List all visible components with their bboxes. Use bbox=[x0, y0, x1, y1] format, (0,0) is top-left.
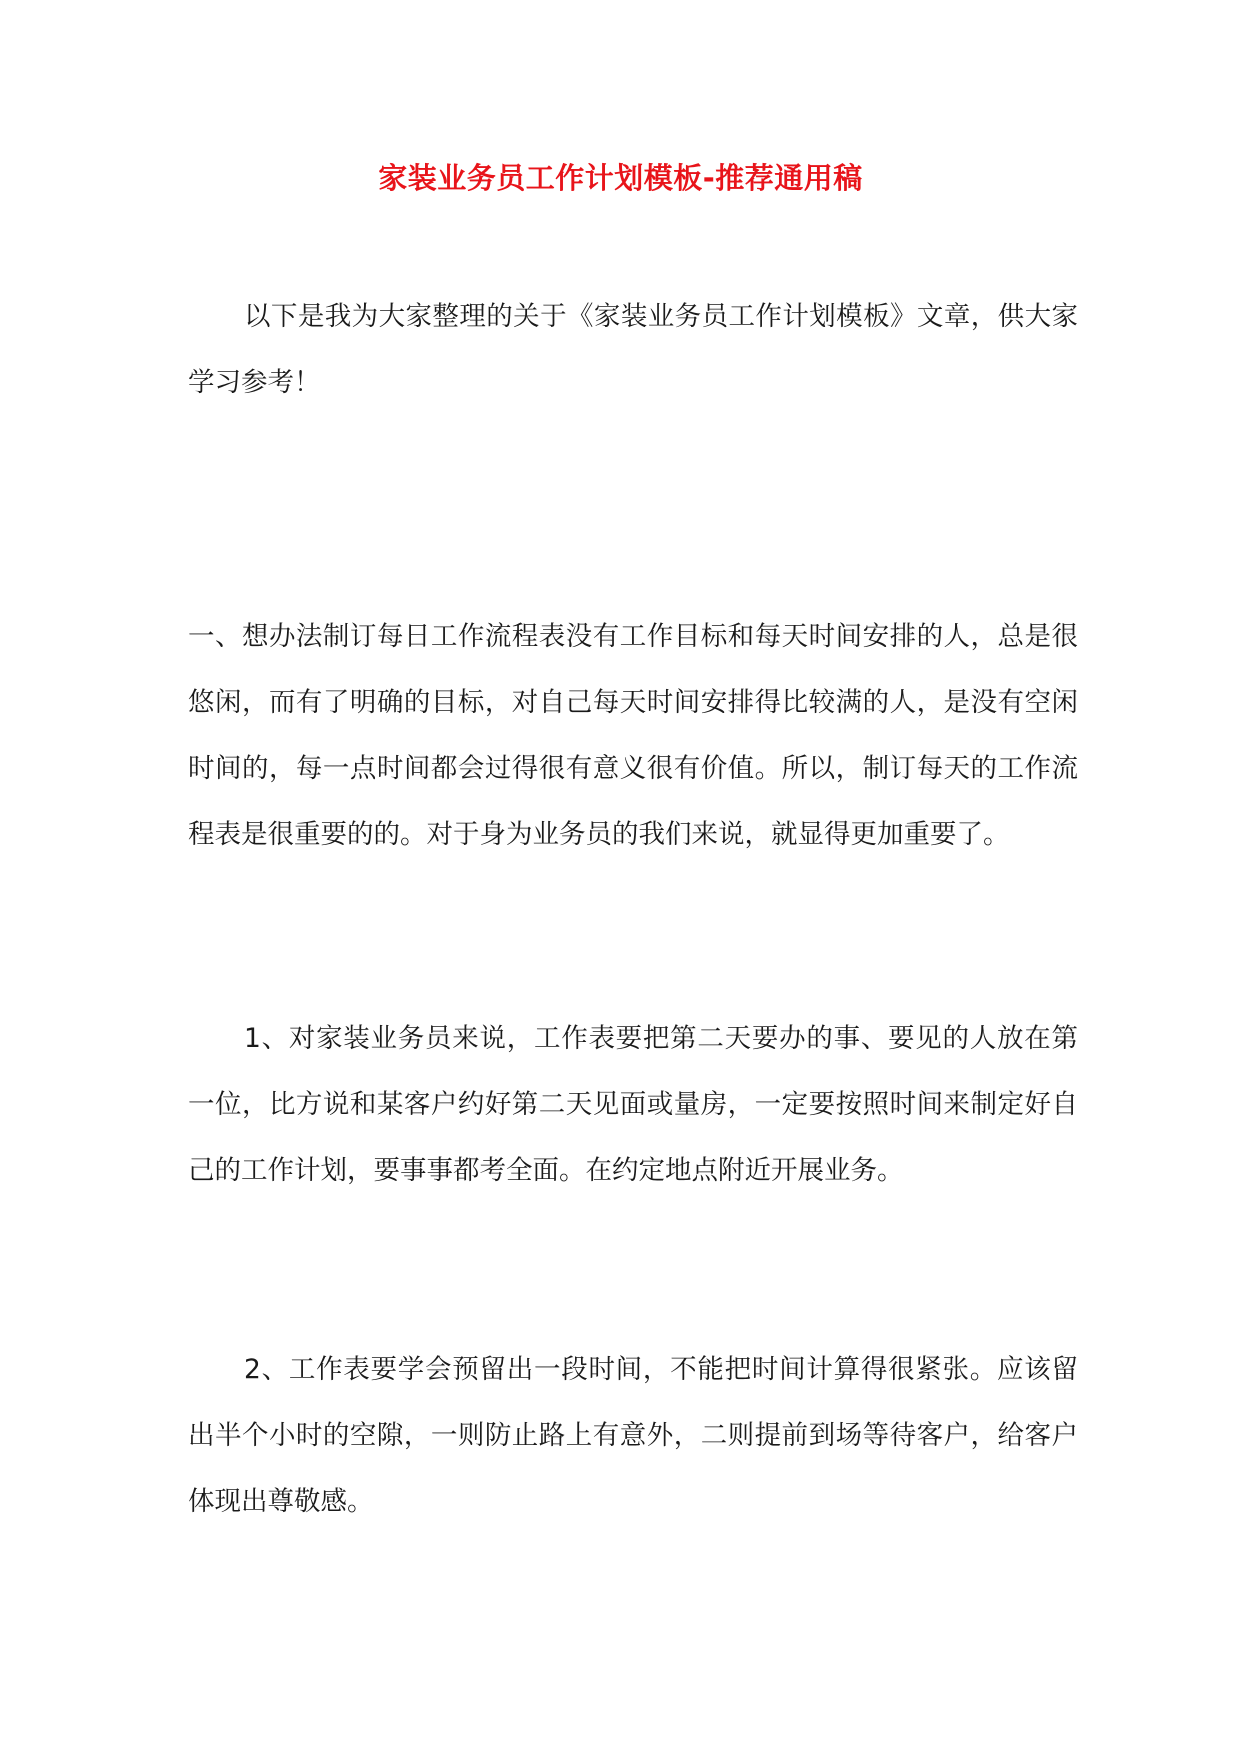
section-one-paragraph: 一、想办法制订每日工作流程表没有工作目标和每天时间安排的人，总是很悠闲，而有了明确的目标，对自己每天时间安排得比较满的人，是没有空闲时间的，每一点时间都会过得很有意义很有价值。所以，制订每天的工作流程表是很重要的的。对于身为业务员的我们来说，就显得更加重要了。 bbox=[188, 621, 1078, 850]
intro-paragraph: 以下是我为大家整理的关于《家装业务员工作计划模板》文章，供大家学习参考！ bbox=[188, 301, 1078, 398]
item-2-paragraph: 2、工作表要学会预留出一段时间，不能把时间计算得很紧张。应该留出半个小时的空隙，一则防止路上有意外，二则提前到场等待客户，给客户体现出尊敬感。 bbox=[188, 1354, 1078, 1517]
document-title: 家装业务员工作计划模板-推荐通用稿 bbox=[378, 161, 863, 195]
item-1-paragraph: 1、对家装业务员来说，工作表要把第二天要办的事、要见的人放在第一位，比方说和某客户约好第二天见面或量房，一定要按照时间来制定好自己的工作计划，要事事都考全面。在约定地点附近开展业务。 bbox=[188, 1023, 1078, 1186]
